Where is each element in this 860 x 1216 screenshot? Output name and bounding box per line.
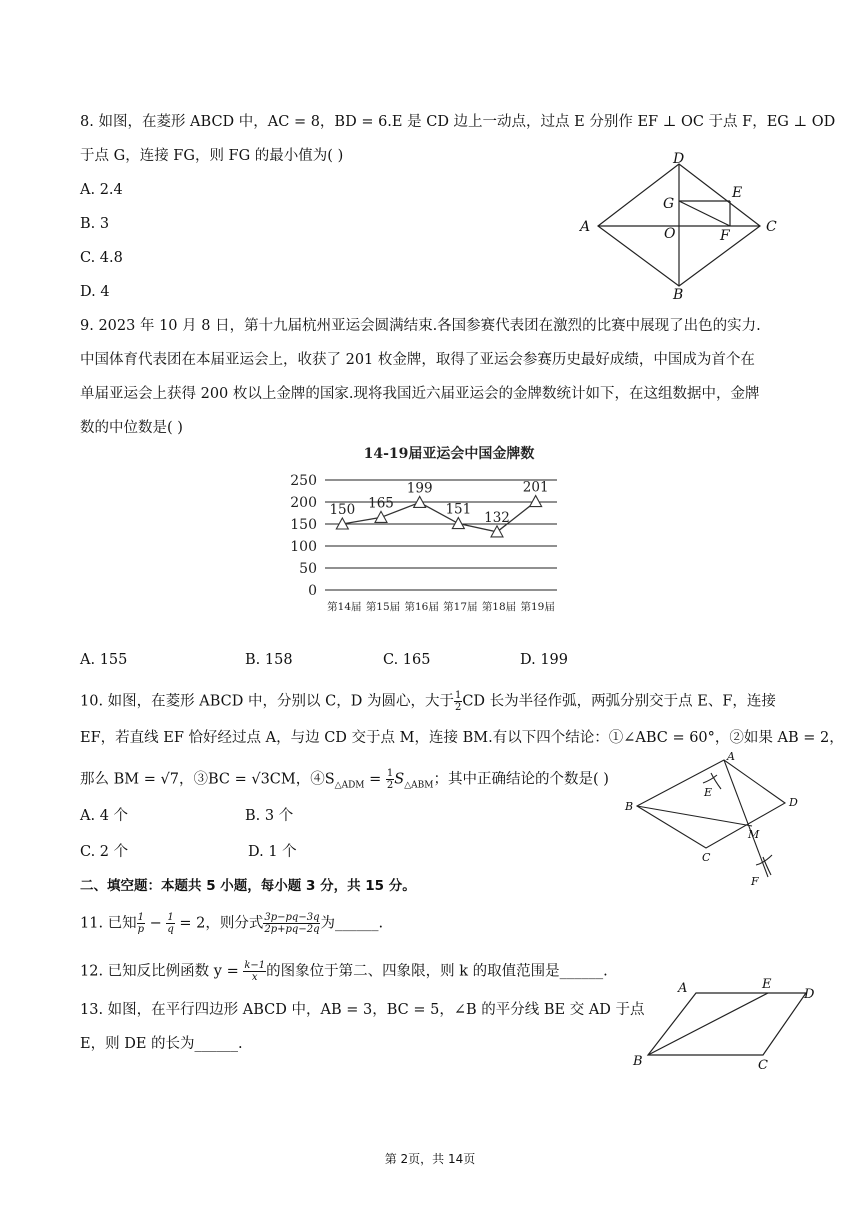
q11-frac3-num: 3p−pq−3q bbox=[264, 912, 320, 923]
chart-ytick-label: 100 bbox=[290, 539, 317, 555]
chart-ytick-label: 0 bbox=[308, 583, 317, 599]
q11-post: 为______. bbox=[320, 915, 384, 932]
q10-line3-text-a: 那么 BM = √7，③BC = √3CM，④S bbox=[80, 771, 335, 788]
q10-sub-abm: △ABM bbox=[404, 780, 434, 791]
q11-frac2-num: 1 bbox=[167, 912, 174, 923]
medal-line-chart bbox=[285, 438, 585, 618]
q9-line4: 数的中位数是( ) bbox=[80, 420, 183, 436]
q12-line bbox=[80, 960, 608, 983]
q12-post: 的图象位于第二、四象限，则 k 的取值范围是______. bbox=[266, 963, 608, 980]
q9-option-a: A. 155 bbox=[80, 652, 128, 668]
chart-point-marker bbox=[375, 511, 387, 522]
q11-pre: 11. 已知 bbox=[80, 915, 137, 932]
q11-minus: − bbox=[145, 915, 167, 932]
q11-frac2 bbox=[166, 912, 174, 935]
q10-label-d: D bbox=[789, 796, 798, 809]
q10-label-m: M bbox=[748, 828, 760, 841]
q11-frac1-den: p bbox=[137, 924, 145, 935]
q8-line1: 8. 如图，在菱形 ABCD 中，AC = 8，BD = 6.E 是 CD 边上一动点，过点 E 分别作 EF ⊥ OC 于点 F，EG ⊥ OD bbox=[80, 114, 836, 130]
chart-title: 14-19届亚运会中国金牌数 bbox=[363, 446, 535, 462]
q10-label-c: C bbox=[702, 851, 711, 864]
q8-label-b: B bbox=[673, 287, 684, 300]
chart-xtick-label: 第17届 bbox=[443, 601, 478, 613]
q9-option-b: B. 158 bbox=[245, 652, 293, 668]
q10-line3-eq: = bbox=[364, 771, 386, 788]
q11-line bbox=[80, 912, 383, 935]
chart-data-label: 165 bbox=[368, 495, 394, 512]
chart-ytick-label: 150 bbox=[290, 517, 317, 533]
q13-line1: 13. 如图，在平行四边形 ABCD 中，AB = 3，BC = 5，∠B 的平分线 BE 交 AD 于点 bbox=[80, 1002, 645, 1018]
q8-label-a: A bbox=[580, 219, 591, 235]
q13-label-c: C bbox=[758, 1058, 768, 1073]
q10-option-b: B. 3 个 bbox=[245, 808, 294, 824]
q8-option-b: B. 3 bbox=[80, 216, 110, 232]
chart-ytick-label: 200 bbox=[290, 495, 317, 511]
q10-half-den: 2 bbox=[454, 702, 462, 713]
q10-label-e: E bbox=[704, 786, 713, 799]
q10-option-a: A. 4 个 bbox=[80, 808, 129, 824]
q10-half-den-2: 2 bbox=[386, 780, 394, 791]
chart-point-marker bbox=[530, 496, 542, 507]
q13-label-b: B bbox=[633, 1054, 643, 1069]
chart-data-label: 150 bbox=[329, 502, 356, 518]
q10-option-c: C. 2 个 bbox=[80, 844, 129, 860]
chart-data-label: 199 bbox=[406, 480, 433, 497]
q9-line1: 9. 2023 年 10 月 8 日，第十九届杭州亚运会圆满结束.各国参赛代表团在激烈的比赛中展现了出色的实力. bbox=[80, 318, 761, 334]
section2-heading: 二、填空题：本题共 5 小题，每小题 3 分，共 15 分。 bbox=[80, 878, 416, 894]
q10-line2: EF，若直线 EF 恰好经过点 A，与边 CD 交于点 M，连接 BM.有以下四个结论：①∠ABC = 60°，②如果 AB = 2， bbox=[80, 730, 844, 746]
q8-line2: 于点 G，连接 FG，则 FG 的最小值为( ) bbox=[80, 148, 344, 164]
q11-frac3 bbox=[263, 912, 320, 935]
q10-line1 bbox=[80, 690, 776, 713]
q8-label-o: O bbox=[664, 226, 676, 242]
chart-data-label: 201 bbox=[522, 479, 549, 496]
q8-option-d: D. 4 bbox=[80, 284, 110, 300]
q10-label-b: B bbox=[625, 800, 634, 813]
q9-line2: 中国体育代表团在本届亚运会上，收获了 201 枚金牌，取得了亚运会参赛历史最好成绩，中国成为首个在 bbox=[80, 352, 755, 368]
q13-parallelogram-figure bbox=[625, 972, 825, 1077]
q13-label-a: A bbox=[678, 981, 688, 996]
chart-xtick-label: 第19届 bbox=[520, 601, 555, 613]
q10-option-d: D. 1 个 bbox=[248, 844, 297, 860]
chart-point-marker bbox=[452, 518, 464, 529]
q11-frac3-den: 2p+pq−2q bbox=[264, 924, 320, 935]
q10-rhombus-figure bbox=[615, 745, 815, 890]
chart-data-label: 151 bbox=[445, 501, 472, 518]
q10-label-f: F bbox=[751, 875, 759, 888]
q12-frac bbox=[243, 960, 266, 983]
q10-half-num: 1 bbox=[454, 690, 462, 701]
q13-line2: E，则 DE 的长为______. bbox=[80, 1036, 243, 1052]
q11-frac1-num: 1 bbox=[137, 912, 145, 923]
q9-line3: 单届亚运会上获得 200 枚以上金牌的国家.现将我国近六届亚运会的金牌数统计如下，在这组数据中，金牌 bbox=[80, 386, 760, 402]
q11-mid: = 2，则分式 bbox=[174, 915, 264, 932]
q13-label-e: E bbox=[762, 977, 772, 992]
page-footer: 第 2页，共 14页 bbox=[384, 1152, 476, 1166]
q10-line1-text-b: CD 长为半径作弧，两弧分别交于点 E、F，连接 bbox=[462, 693, 776, 710]
q8-label-g: G bbox=[663, 196, 675, 212]
q10-line3-text-b: ；其中正确结论的个数是( ) bbox=[433, 771, 609, 788]
q8-label-d: D bbox=[673, 151, 685, 167]
q8-option-a: A. 2.4 bbox=[80, 182, 123, 198]
q9-option-d: D. 199 bbox=[520, 652, 569, 668]
q10-line3: 那么 BM = √7，③BC = √3CM，$④S_{\triangle ADM}$ = $\frac{1}{2}$ $S_{\triangle ABM}$；其中正确结论的个数是( ) bbox=[80, 768, 609, 791]
chart-xtick-label: 第14届 bbox=[327, 601, 362, 613]
q13-label-d: D bbox=[804, 987, 815, 1002]
chart-xtick-label: 第15届 bbox=[365, 601, 401, 613]
q11-frac1 bbox=[137, 912, 145, 935]
chart-xtick-label: 第16届 bbox=[404, 601, 439, 613]
q8-label-f: F bbox=[720, 228, 730, 244]
q10-sub-adm: △ADM bbox=[334, 780, 365, 791]
q11-frac2-den: q bbox=[167, 924, 174, 935]
chart-ytick-label: 250 bbox=[290, 473, 317, 489]
chart-data-label: 132 bbox=[484, 509, 510, 526]
chart-ytick-label: 50 bbox=[299, 561, 317, 577]
q10-label-a: A bbox=[727, 750, 735, 763]
q12-frac-num: k−1 bbox=[244, 960, 266, 971]
q9-option-c: C. 165 bbox=[383, 652, 431, 668]
q8-option-c: C. 4.8 bbox=[80, 250, 123, 266]
q8-label-c: C bbox=[766, 219, 777, 235]
q8-rhombus-figure bbox=[570, 150, 790, 300]
q12-frac-den: x bbox=[251, 972, 258, 983]
q10-half-num-2: 1 bbox=[386, 768, 394, 779]
chart-xtick-label: 第18届 bbox=[481, 601, 517, 613]
q8-label-e: E bbox=[732, 185, 743, 201]
q12-pre: 12. 已知反比例函数 y = bbox=[80, 963, 244, 980]
q10-line1-text-a: 10. 如图，在菱形 ABCD 中，分别以 C，D 为圆心，大于 bbox=[80, 693, 454, 710]
